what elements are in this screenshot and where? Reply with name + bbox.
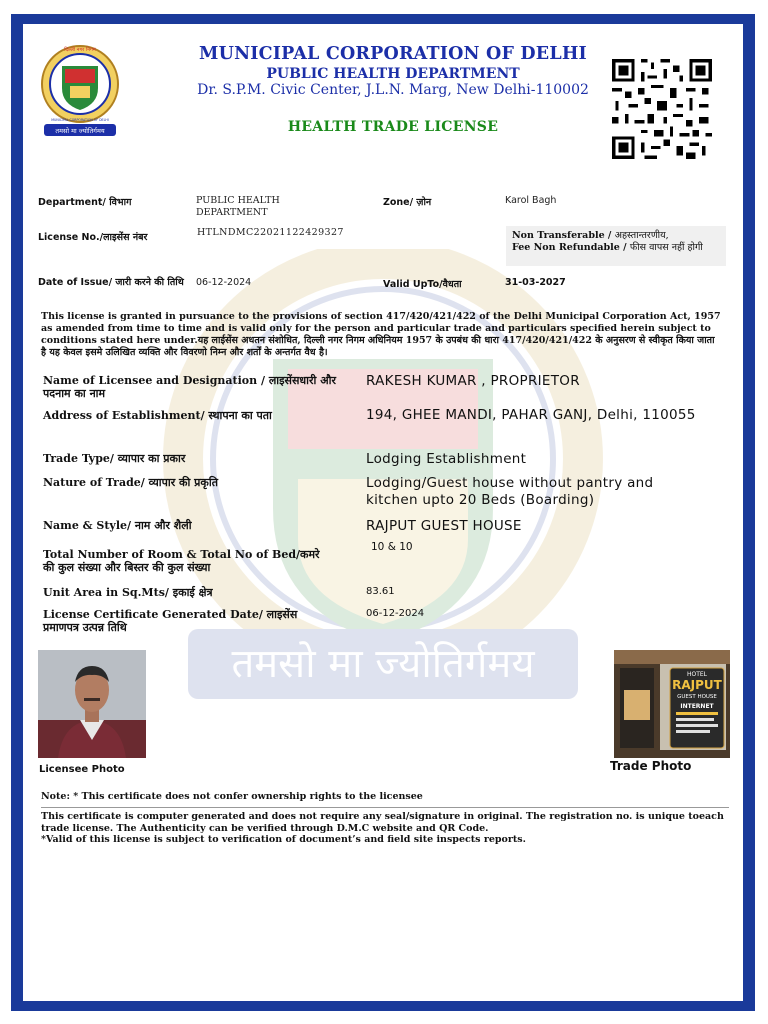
certificate-border [11,14,755,1011]
nature-label: Nature of Trade/ व्यापार की प्रकृति [43,476,218,489]
licensee-photo [38,650,146,758]
logo-top-text: दिल्ली नगर निगम [64,47,96,53]
fee-non-refundable-text: Fee Non Refundable / [512,242,627,253]
logo-bottom-text: MUNICIPAL CORPORATION OF DELHI [51,118,109,122]
issue-date-label: Date of Issue/ जारी करने की तिथि [38,277,184,288]
department-label: Department/ विभाग [38,197,132,208]
license-title: HEALTH TRADE LICENSE [287,119,499,135]
mcd-logo [38,42,122,138]
address-label: Address of Establishment/ स्थापना का पता [43,409,272,422]
license-intro-text: This license is granted in pursuance to the provisions of section 417/420/421/422 of the Delhi Municipal Corporation Act, 1957 as amended from time to time and is valid only for the person and particular trade and particulars specified herein subject to conditions stated here under.यह लाईसेंस अधतन संशोधित, दिल्ली नगर निगम अधिनियम 1957 के उपबंध की धारा 417/420/421/422 के अनुसरण से स्वीकृत किया जाता है यह केवल इसमे उलिखित व्यक्ति और विवरणो निम्न और शर्तों के अन्तर्गत वैध है। [41,311,721,358]
footer-line-1: This certificate is computer generated and does not require any seal/signature in original. The registration no. is unique toeach trade license. The Authenticity can be verified through D.M.C website and QR Code. [41,811,724,834]
trade-type-label: Trade Type/ व्यापार का प्रकार [43,452,186,465]
sign-internet: INTERNET [680,703,714,710]
trade-type-value: Lodging Establishment [366,451,527,467]
address-value: 194, GHEE MANDI, PAHAR GANJ, Delhi, 110055 [366,407,696,423]
non-transferable-hi: अहस्तान्तरणीय, [614,230,669,241]
licensee-photo-caption: Licensee Photo [39,764,125,775]
rooms-value: 10 & 10 [371,541,413,553]
issue-date-value: 06-12-2024 [196,277,252,288]
logo-motto: तमसो मा ज्योतिर्गमय [55,127,105,135]
footer-line-2: *Valid of this license is subject to verification of document’s and field site inspects reports. [41,834,526,845]
zone-label: Zone/ ज़ोन [383,197,432,208]
generated-date-label: License Certificate Generated Date/ लाइसेंस प्रमाणपत्र उत्पन्न तिथि [43,608,298,634]
footer-text [41,811,731,846]
trade-photo [614,650,730,758]
fee-non-refundable-hi: फीस वापस नहीं होगी [629,242,703,253]
department-value: PUBLIC HEALTH DEPARTMENT [196,195,280,218]
area-label: Unit Area in Sq.Mts/ इकाई क्षेत्र [43,586,213,599]
watermark-motto: तमसो मा ज्योतिर्गमय [231,641,535,687]
style-value: RAJPUT GUEST HOUSE [366,518,522,534]
sign-rajput: RAJPUT [672,678,722,692]
valid-upto-value: 31-03-2027 [505,277,566,288]
trade-photo-caption: Trade Photo [610,759,692,773]
license-no-value: HTLNDMC22021122429327 [197,227,344,238]
sign-hotel: HOTEL [686,671,708,678]
non-transferable-note [506,226,726,266]
non-transferable-text: Non Transferable / [512,230,612,241]
licensee-value: RAKESH KUMAR , PROPRIETOR [366,373,580,389]
area-value: 83.61 [366,586,395,597]
footer-divider [41,807,729,808]
license-no-label: License No./लाइसेंस नंबर [38,232,148,243]
org-address: Dr. S.P.M. Civic Center, J.L.N. Marg, New Delhi-110002 [197,82,589,98]
ownership-note: Note: * This certificate does not confer ownership rights to the licensee [41,791,423,802]
zone-value: Karol Bagh [505,195,557,206]
sign-guest-house: GUEST HOUSE [677,694,717,700]
style-label: Name & Style/ नाम और शैली [43,519,192,532]
rooms-label: Total Number of Room & Total No of Bed/कमरे की कुल संख्या और बिस्तर की कुल संख्या [43,548,320,574]
nature-value: Lodging/Guest house without pantry and kitchen upto 20 Beds (Boarding) [366,475,654,508]
org-title: MUNICIPAL CORPORATION OF DELHI [199,44,587,64]
certificate-body [23,24,743,1001]
qr-code[interactable] [609,56,715,162]
licensee-label: Name of Licensee and Designation / लाइसेंसधारी और पदनाम का नाम [43,374,336,400]
valid-upto-label: Valid UpTo/वैधता [383,279,462,290]
generated-date-value: 06-12-2024 [366,608,425,619]
dept-title: PUBLIC HEALTH DEPARTMENT [266,66,520,82]
